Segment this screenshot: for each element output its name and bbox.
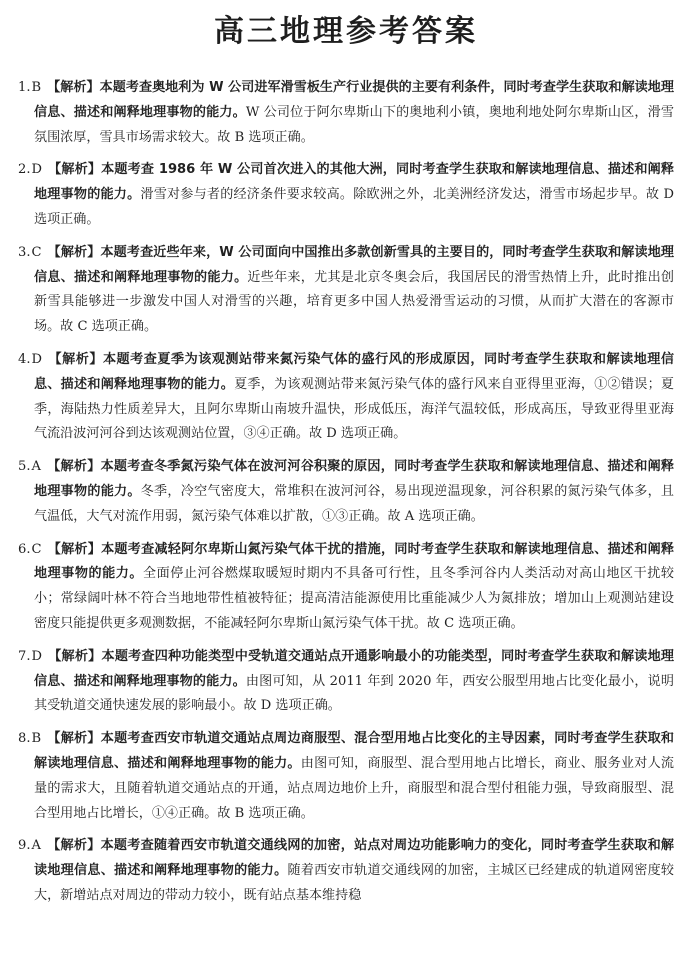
answer-number: 7. bbox=[18, 648, 31, 664]
answer-item-2 bbox=[18, 158, 674, 232]
analysis-tag: 【解析】 bbox=[48, 162, 102, 178]
analysis-topic: 本题考查减轻阿尔卑斯山氮污染气体干扰的措施，同时考查学生获取和解读地理信息、描述和阐释地理事物的能力。 bbox=[34, 541, 675, 582]
answer-choice: B bbox=[31, 731, 42, 747]
answer-number: 3. bbox=[18, 244, 31, 260]
analysis-topic: 本题考查奥地利为 W 公司进军滑雪板生产行业提供的主要有利条件，同时考查学生获取和解读地理信息、描述和阐释地理事物的能力。 bbox=[34, 80, 675, 120]
analysis-topic: 本题考查近些年来，W 公司面向中国推出多款创新雪具的主要目的，同时考查学生获取和解读地理信息、描述和阐释地理事物的能力。 bbox=[34, 244, 675, 285]
answer-choice: D bbox=[31, 162, 42, 178]
answer-number: 6. bbox=[18, 541, 31, 557]
analysis-body: 近些年来，尤其是北京冬奥会后，我国居民的滑雪热情上升，此时推出创新雪具能够进一步激发中国人对滑雪的兴趣，培育更多中国人热爱滑雪运动的习惯，从而扩大潜在的客源市场。故 C 选项正确。 bbox=[34, 269, 675, 335]
analysis-topic: 本题考查西安市轨道交通站点周边商服型、混合型用地占比变化的主导因素，同时考查学生获取和解读地理信息、描述和阐释地理事物的能力。 bbox=[34, 731, 675, 771]
answer-choice: C bbox=[31, 541, 42, 557]
analysis-body: 全面停止河谷燃煤取暖短时期内不具备可行性，且冬季河谷内人类活动对高山地区干扰较小；常绿阔叶林不符合当地地带性植被特征；提高清洁能源使用比重能减少人为氮排放；增加山上观测站建设密度只能提供更多观测数据，不能减轻阿尔卑斯山氮污染气体干扰。故 C 选项正确。 bbox=[34, 566, 675, 631]
answer-choice: D bbox=[31, 351, 42, 367]
analysis-body: W 公司位于阿尔卑斯山下的奥地利小镇，奥地利地处阿尔卑斯山区，滑雪氛围浓厚，雪具市场需求较大。故 B 选项正确。 bbox=[34, 104, 674, 145]
answer-list bbox=[18, 76, 674, 909]
analysis-tag: 【解析】 bbox=[47, 80, 100, 95]
answer-choice: A bbox=[31, 838, 41, 854]
page-title: 高三地理参考答案 bbox=[214, 14, 478, 49]
answer-choice: D bbox=[31, 648, 42, 664]
analysis-tag: 【解析】 bbox=[48, 648, 102, 664]
answer-choice: A bbox=[31, 459, 41, 475]
answer-item-4 bbox=[18, 348, 674, 447]
answer-choice: B bbox=[31, 80, 42, 95]
analysis-body: 由图可知，商服型、混合型用地占比增长，商业、服务业对人流量的需求大，且随着轨道交通站点的开通，站点周边地价上升，商服型和混合型付租能力强，导致商服型、混合型用地占比增长，①④正确。故 B 选项正确。 bbox=[34, 755, 675, 821]
answer-number: 5. bbox=[18, 459, 31, 475]
analysis-tag: 【解析】 bbox=[47, 731, 101, 747]
answer-number: 4. bbox=[18, 351, 31, 367]
analysis-topic: 本题考查 1986 年 W 公司首次进入的其他大洲，同时考查学生获取和解读地理信息、描述和阐释地理事物的能力。 bbox=[34, 162, 675, 203]
answer-number: 2. bbox=[18, 162, 31, 178]
page-footer-fragment bbox=[210, 966, 510, 977]
analysis-topic: 本题考查四种功能类型中受轨道交通站点开通影响最小的功能类型，同时考查学生获取和解读地理信息、描述和阐释地理事物的能力。 bbox=[34, 648, 675, 689]
answer-choice: C bbox=[31, 244, 42, 260]
answer-item-3 bbox=[18, 241, 674, 340]
analysis-body: 夏季，为该观测站带来氮污染气体的盛行风来自亚得里亚海，①②错误；夏季，海陆热力性质差异大，且阿尔卑斯山南坡升温快，形成低压，海洋气温较低，形成高压，导致亚得里亚海气流沿波河河谷到达该观测站位置，③④正确。故 D 选项正确。 bbox=[34, 376, 675, 442]
answer-item-9 bbox=[18, 834, 674, 908]
answer-item-7 bbox=[18, 645, 674, 719]
analysis-tag: 【解析】 bbox=[47, 244, 101, 260]
analysis-topic: 本题考查随着西安市轨道交通线网的加密，站点对周边功能影响力的变化，同时考查学生获取和解读地理信息、描述和阐释地理事物的能力。 bbox=[34, 838, 675, 879]
answer-item-8 bbox=[18, 727, 674, 826]
analysis-tag: 【解析】 bbox=[48, 351, 103, 367]
answer-number: 9. bbox=[18, 838, 31, 854]
answer-number: 1. bbox=[18, 80, 31, 95]
analysis-body: 随着西安市轨道交通线网的加密，主城区已经建成的轨道网密度较大，新增站点对周边的带动力较小，既有站点基本维持稳 bbox=[34, 863, 675, 903]
analysis-tag: 【解析】 bbox=[46, 838, 101, 854]
analysis-tag: 【解析】 bbox=[47, 541, 102, 557]
analysis-topic: 本题考查冬季氮污染气体在波河河谷积聚的原因，同时考查学生获取和解读地理信息、描述和阐释地理事物的能力。 bbox=[34, 459, 675, 499]
answer-item-6 bbox=[18, 538, 674, 637]
answer-item-5 bbox=[18, 455, 674, 529]
analysis-topic: 本题考查夏季为该观测站带来氮污染气体的盛行风的形成原因，同时考查学生获取和解读地理信息、描述和阐释地理事物的能力。 bbox=[34, 351, 675, 392]
answer-item-1 bbox=[18, 76, 674, 150]
analysis-body: 滑雪对参与者的经济条件要求较高。除欧洲之外，北美洲经济发达，滑雪市场起步早。故 D 选项正确。 bbox=[34, 187, 674, 227]
analysis-body: 冬季，冷空气密度大，常堆积在波河河谷，易出现逆温现象，河谷积累的氮污染气体多，且气温低，大气对流作用弱，氮污染气体难以扩散，①③正确。故 A 选项正确。 bbox=[34, 483, 675, 524]
analysis-body: 由图可知，从 2011 年到 2020 年，西安公服型用地占比变化最小，说明其受轨道交通快速发展的影响最小。故 D 选项正确。 bbox=[34, 673, 674, 714]
answer-number: 8. bbox=[18, 731, 31, 747]
analysis-tag: 【解析】 bbox=[46, 459, 101, 475]
